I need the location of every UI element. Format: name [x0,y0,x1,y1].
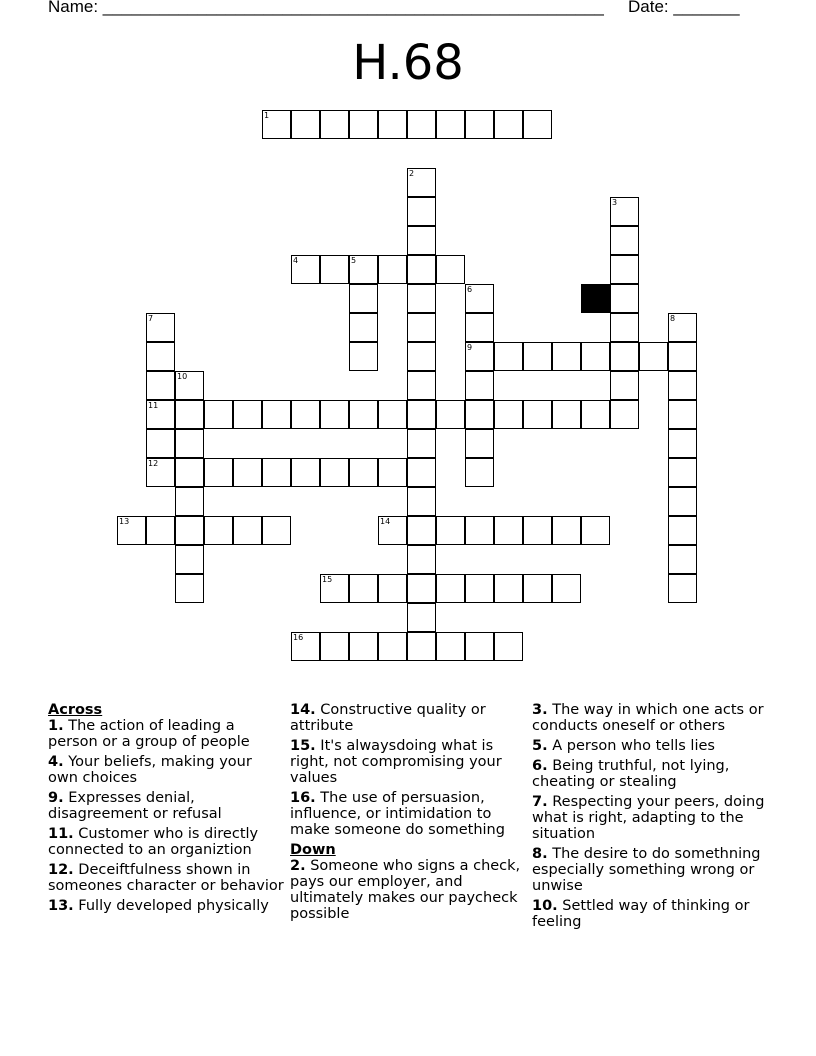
grid-cell[interactable] [523,110,552,139]
grid-cell[interactable] [668,516,697,545]
grid-cell[interactable] [320,110,349,139]
grid-cell[interactable] [146,516,175,545]
clue-down-item [532,794,768,842]
grid-cell[interactable] [407,226,436,255]
grid-cell[interactable] [175,458,204,487]
grid-cell[interactable] [494,574,523,603]
grid-cell[interactable] [378,574,407,603]
grid-cell[interactable] [320,255,349,284]
clue-text: It's alwaysdoing what is right, not compromising your values [290,738,502,786]
grid-cell[interactable] [407,429,436,458]
grid-cell[interactable] [436,574,465,603]
grid-cell[interactable] [581,342,610,371]
clue-number: 8. [532,846,548,862]
grid-cell[interactable] [494,516,523,545]
clue-across-item [290,790,526,838]
grid-cell[interactable] [610,342,639,371]
grid-cell[interactable] [465,400,494,429]
grid-cell[interactable] [407,197,436,226]
grid-cell[interactable] [349,574,378,603]
grid-cell[interactable] [146,371,175,400]
clue-text: A person who tells lies [552,738,715,754]
clue-number: 13. [48,898,74,914]
grid-cell[interactable] [668,371,697,400]
grid-cell[interactable] [378,458,407,487]
grid-cell[interactable] [204,516,233,545]
grid-cell[interactable] [291,458,320,487]
grid-cell[interactable] [407,110,436,139]
grid-cell[interactable] [378,400,407,429]
grid-cell[interactable] [407,545,436,574]
clue-number-label: 15 [322,575,333,584]
grid-cell[interactable] [233,400,262,429]
clue-text: Fully developed physically [78,898,269,914]
grid-cell[interactable] [552,342,581,371]
grid-cell[interactable] [349,313,378,342]
grid-cell[interactable] [204,400,233,429]
clue-text: The desire to do somethning especially something wrong or unwise [532,846,761,894]
clue-number-label: 9 [467,343,473,352]
grid-cell[interactable] [465,313,494,342]
clue-number-label: 14 [380,517,391,526]
clue-number: 14. [290,702,316,718]
grid-cell[interactable] [523,342,552,371]
clue-number-label: 13 [119,517,130,526]
grid-cell[interactable] [407,284,436,313]
grid-cell[interactable] [349,632,378,661]
grid-cell[interactable] [610,284,639,313]
grid-cell[interactable] [436,632,465,661]
clue-number-label: 6 [467,285,473,294]
grid-cell[interactable] [407,603,436,632]
clue-number-label: 5 [351,256,357,265]
grid-cell[interactable] [291,400,320,429]
grid-cell[interactable] [175,487,204,516]
grid-cell[interactable] [320,400,349,429]
clue-across-item [290,702,526,734]
grid-cell[interactable] [233,458,262,487]
grid-cell[interactable] [175,429,204,458]
grid-cell[interactable] [146,429,175,458]
down-heading: Down [290,842,336,858]
clue-text: Respecting your peers, doing what is right, adapting to the situation [532,794,765,842]
clue-text: The action of leading a person or a group of people [48,718,250,750]
grid-cell[interactable] [668,400,697,429]
clue-number-label: 1 [264,111,270,120]
grid-cell[interactable] [552,400,581,429]
clue-text: The use of persuasion, influence, or intimidation to make someone do something [290,790,505,838]
grid-cell[interactable] [262,516,291,545]
grid-cell[interactable] [407,255,436,284]
clue-text: Someone who signs a check, pays our employer, and ultimately makes our paycheck possible [290,858,521,922]
grid-cell[interactable] [378,110,407,139]
clue-across-item [48,790,284,822]
clue-number: 12. [48,862,74,878]
page-title: H.68 [352,35,464,91]
grid-cell[interactable] [233,516,262,545]
grid-cell[interactable] [407,458,436,487]
grid-cell[interactable] [378,632,407,661]
clue-column-3 [532,702,768,934]
grid-cell[interactable] [465,429,494,458]
clue-number: 9. [48,790,64,806]
grid-cell[interactable] [581,400,610,429]
clue-down-item [532,898,768,930]
grid-cell[interactable] [465,574,494,603]
grid-cell[interactable] [204,458,233,487]
across-heading: Across [48,702,103,718]
clue-text: Settled way of thinking or feeling [532,898,750,930]
grid-cell[interactable] [610,400,639,429]
grid-cell[interactable] [494,110,523,139]
clue-number: 4. [48,754,64,770]
name-field-label[interactable]: Name: _____________________________________________________ [48,0,604,16]
clue-text: Your beliefs, making your own choices [48,754,252,786]
clue-down-item [532,702,768,734]
grid-cell[interactable] [494,632,523,661]
clue-text: Customer who is directly connected to an organiztion [48,826,259,858]
clue-number-label: 11 [148,401,159,410]
grid-cell[interactable] [175,545,204,574]
clue-text: The way in which one acts or conducts oneself or others [532,702,764,734]
grid-cell[interactable] [494,400,523,429]
grid-cell[interactable] [175,574,204,603]
grid-cell[interactable] [407,342,436,371]
clue-down-item [532,758,768,790]
grid-block [581,284,610,313]
grid-cell[interactable] [436,110,465,139]
grid-cell[interactable] [436,516,465,545]
clue-number: 10. [532,898,558,914]
clue-number: 2. [290,858,306,874]
clue-number: 15. [290,738,316,754]
clue-across-item [48,862,284,894]
grid-cell[interactable] [610,255,639,284]
clue-across-item [290,738,526,786]
clue-down-item [290,858,526,922]
grid-cell[interactable] [668,487,697,516]
grid-cell[interactable] [668,545,697,574]
clue-across-item [48,898,284,914]
grid-cell[interactable] [668,429,697,458]
grid-cell[interactable] [436,400,465,429]
grid-cell[interactable] [494,342,523,371]
clue-column-1 [48,702,284,918]
clue-number: 16. [290,790,316,806]
clue-number-label: 3 [612,198,618,207]
clue-text: Constructive quality or attribute [290,702,486,734]
clue-column-2 [290,702,526,926]
clue-across-item [48,826,284,858]
grid-cell[interactable] [349,458,378,487]
grid-cell[interactable] [610,226,639,255]
grid-cell[interactable] [262,400,291,429]
grid-cell[interactable] [349,284,378,313]
clue-text: Expresses denial, disagreement or refusal [48,790,222,822]
clue-text: Being truthful, not lying, cheating or stealing [532,758,730,790]
grid-cell[interactable] [610,371,639,400]
grid-cell[interactable] [465,458,494,487]
grid-cell[interactable] [407,632,436,661]
grid-cell[interactable] [639,342,668,371]
grid-cell[interactable] [407,516,436,545]
grid-cell[interactable] [523,516,552,545]
clue-number: 3. [532,702,548,718]
clue-across-item [48,718,284,750]
grid-cell[interactable] [349,342,378,371]
clue-number-label: 4 [293,256,299,265]
clue-number-label: 2 [409,169,415,178]
grid-cell[interactable] [349,400,378,429]
clue-number: 5. [532,738,548,754]
grid-cell[interactable] [407,487,436,516]
clue-down-item [532,738,768,754]
grid-cell[interactable] [262,458,291,487]
grid-cell[interactable] [668,342,697,371]
clue-number: 7. [532,794,548,810]
grid-cell[interactable] [465,110,494,139]
grid-cell[interactable] [523,574,552,603]
clue-number-label: 7 [148,314,154,323]
clue-number-label: 12 [148,459,159,468]
grid-cell[interactable] [581,516,610,545]
grid-cell[interactable] [668,458,697,487]
clue-down-item [532,846,768,894]
grid-cell[interactable] [407,313,436,342]
grid-cell[interactable] [552,516,581,545]
grid-cell[interactable] [349,110,378,139]
grid-cell[interactable] [407,574,436,603]
grid-cell[interactable] [436,255,465,284]
grid-cell[interactable] [378,255,407,284]
clue-text: Deceiftfulness shown in someones character or behavior [48,862,284,894]
grid-cell[interactable] [523,400,552,429]
clue-across-item [48,754,284,786]
clue-number-label: 10 [177,372,188,381]
grid-cell[interactable] [552,574,581,603]
clue-number: 1. [48,718,64,734]
grid-cell[interactable] [291,110,320,139]
grid-cell[interactable] [175,516,204,545]
clue-number-label: 8 [670,314,676,323]
grid-cell[interactable] [465,371,494,400]
grid-cell[interactable] [320,458,349,487]
grid-cell[interactable] [320,632,349,661]
clue-number: 11. [48,826,74,842]
grid-cell[interactable] [175,400,204,429]
date-field-label[interactable]: Date: _______ [628,0,740,16]
grid-cell[interactable] [668,574,697,603]
clue-number-label: 16 [293,633,304,642]
grid-cell[interactable] [610,313,639,342]
grid-cell[interactable] [407,400,436,429]
grid-cell[interactable] [465,632,494,661]
clue-number: 6. [532,758,548,774]
grid-cell[interactable] [407,371,436,400]
grid-cell[interactable] [465,516,494,545]
grid-cell[interactable] [146,342,175,371]
